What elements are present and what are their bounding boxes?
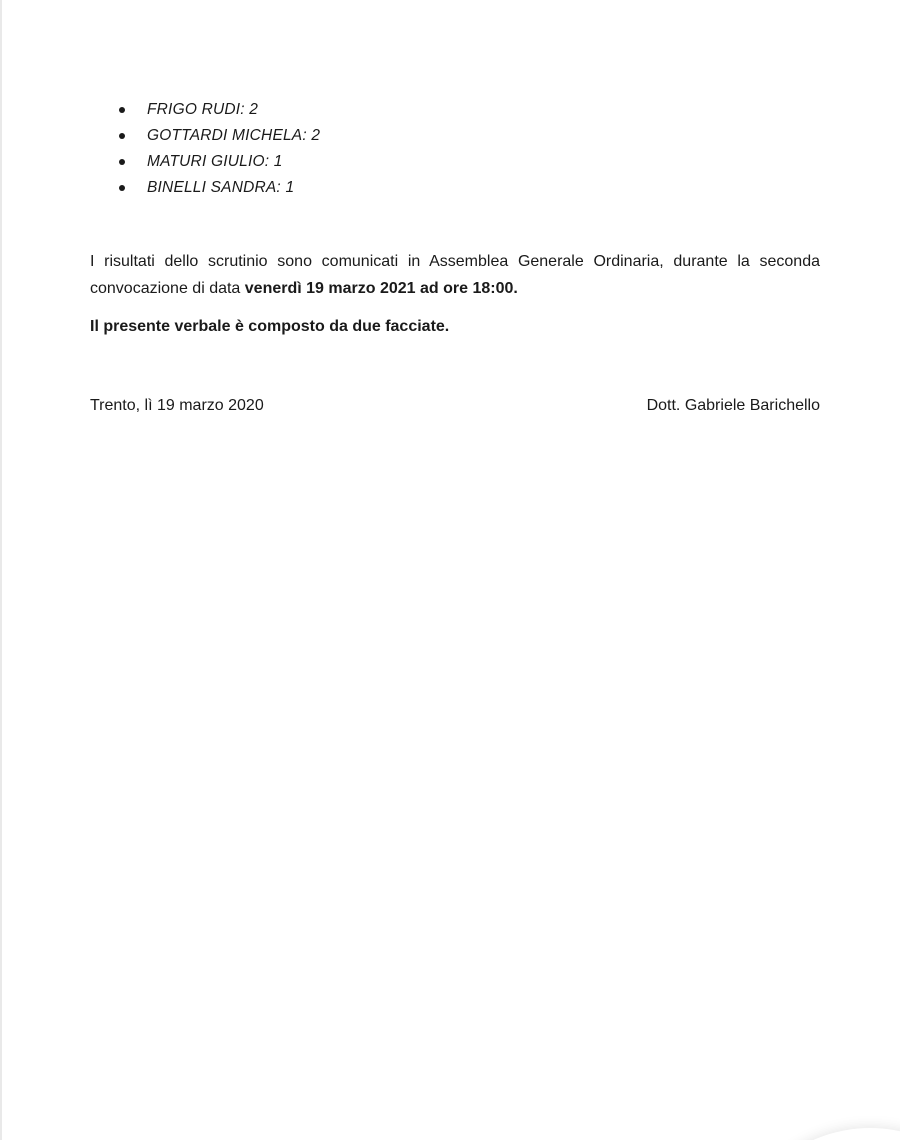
- vote-list-item: [90, 149, 790, 175]
- bullet-icon: [119, 185, 125, 191]
- announcement-bold-date-text: venerdì 19 marzo 2021 ad ore 18:00.: [244, 280, 518, 297]
- bullet-icon: [119, 133, 125, 139]
- bullet-icon: [119, 107, 125, 113]
- vote-results-list: [90, 97, 790, 201]
- announcement-regular-text: I risultati dello scrutinio sono comunicati in Assemblea Generale Ordinaria, durante la seconda convocazione di data: [90, 253, 820, 297]
- vote-list-item-label: MATURI GIULIO: 1: [147, 153, 283, 170]
- pages-statement: Il presente verbale è composto da due facciate.: [90, 318, 450, 335]
- vote-list-item-label: FRIGO RUDI: 2: [147, 101, 259, 118]
- vote-list-item-label: BINELLI SANDRA: 1: [147, 179, 295, 196]
- vote-list-item: [90, 97, 790, 123]
- bottom-right-arc: [730, 1128, 900, 1140]
- signature-row: [90, 392, 820, 419]
- bullet-icon: [119, 159, 125, 165]
- vote-list-item-label: GOTTARDI MICHELA: 2: [147, 127, 321, 144]
- announcement-paragraph: [90, 248, 820, 302]
- page-left-edge-line: [0, 0, 2, 1140]
- signer-name: Dott. Gabriele Barichello: [646, 397, 820, 414]
- place-date: Trento, lì 19 marzo 2020: [90, 397, 264, 414]
- vote-list-item: [90, 175, 790, 201]
- vote-list-item: [90, 123, 790, 149]
